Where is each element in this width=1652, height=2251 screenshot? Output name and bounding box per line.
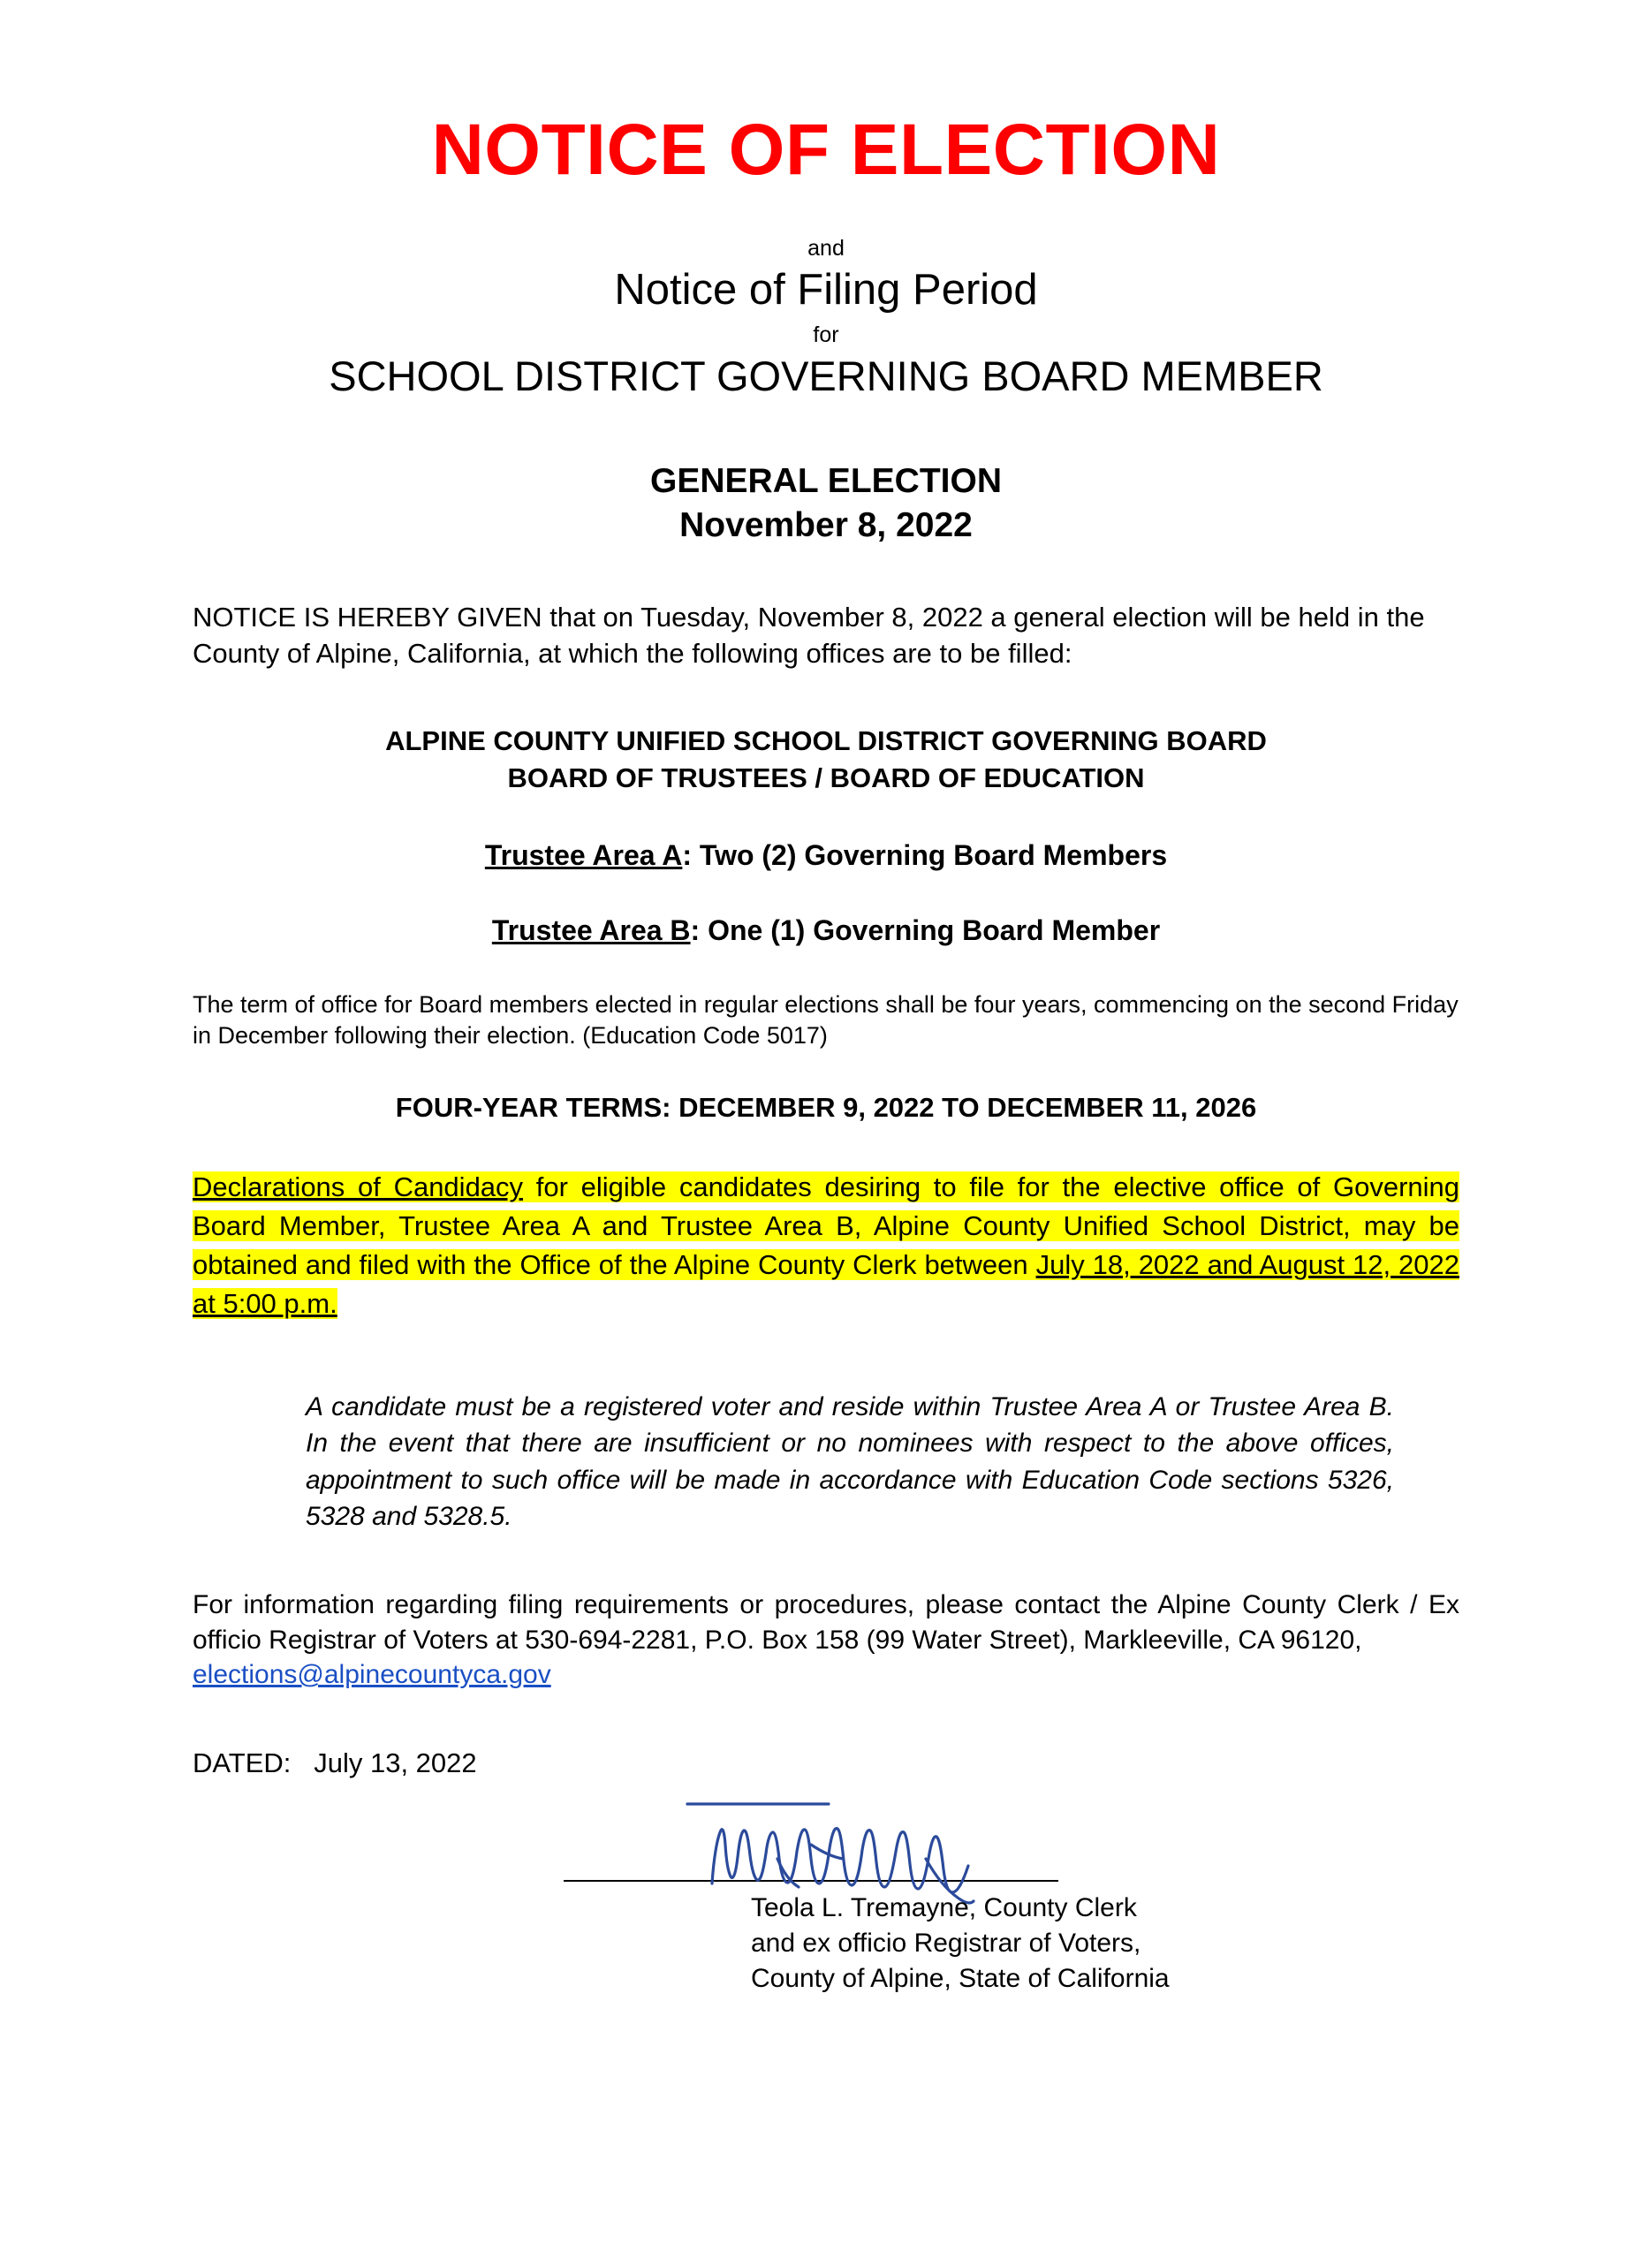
signer-block: [751, 1891, 1170, 1996]
declarations-of-candidacy-block: [193, 1168, 1459, 1323]
page-title: NOTICE OF ELECTION: [431, 110, 1221, 190]
signer-name: Teola L. Tremayne, County Clerk: [751, 1893, 1137, 1923]
trustee-area-b-label: Trustee Area B: [491, 914, 691, 947]
declarations-label: Declarations of Candidacy: [193, 1171, 524, 1203]
district-line-2: BOARD OF TRUSTEES / BOARD OF EDUCATION: [507, 762, 1145, 794]
filing-dates: July 18, 2022 and August 12, 2022 at 5:00 p.m.: [193, 1249, 1459, 1320]
contact-email-link[interactable]: elections@alpinecountyca.gov: [193, 1660, 551, 1690]
notice-paragraph: NOTICE IS HEREBY GIVEN that on Tuesday, November 8, 2022 a general election will be held in the County of Alpine, California, at which the following offices are to be filled:: [193, 601, 1425, 670]
subtitle-filing-period: Notice of Filing Period: [614, 265, 1038, 314]
election-date: November 8, 2022: [679, 506, 973, 545]
signer-title-2: County of Alpine, State of California: [751, 1963, 1170, 1993]
trustee-area-b-line: [193, 914, 1459, 947]
trustee-area-b-text: : One (1) Governing Board Member: [690, 914, 1161, 947]
contact-text: For information regarding filing requirements or procedures, please contact the Alpine County Clerk / Ex officio Registrar of Voters at 530-694-2281, P.O. Box 158 (99 Water Street), Markleeville, CA 96120,: [193, 1589, 1459, 1655]
dated-value: July 13, 2022: [314, 1747, 477, 1779]
election-type: GENERAL ELECTION: [650, 462, 1002, 501]
trustee-area-a-line: [193, 839, 1459, 872]
election-heading: [193, 459, 1459, 548]
connector-for: for: [813, 322, 839, 348]
dated-label: DATED:: [193, 1747, 292, 1779]
district-heading: [193, 723, 1459, 797]
candidate-requirements-paragraph: A candidate must be a registered voter and reside within Trustee Area A or Trustee Area B. In the event that there are insufficient or no nominees with respect to the above offices, appointment to such office will be made in accordance with Education Code sections 5326, 5328 and 5328.5.: [306, 1392, 1394, 1531]
office-title: SCHOOL DISTRICT GOVERNING BOARD MEMBER: [329, 352, 1323, 400]
four-year-terms-line: FOUR-YEAR TERMS: DECEMBER 9, 2022 TO DECEMBER 11, 2026: [395, 1092, 1257, 1124]
signature-area: [193, 1785, 1459, 1997]
signer-title-1: and ex officio Registrar of Voters,: [751, 1928, 1141, 1958]
document-page: [0, 110, 1652, 2251]
contact-paragraph: [193, 1588, 1459, 1694]
declarations-body: for eligible candidates desiring to file for the elective office of Governing Board Member, Trustee Area A and Trustee Area B, Alpine County Unified School District, may be obtained and filed with the Office of the Alpine County Clerk between: [193, 1171, 1459, 1281]
term-of-office-paragraph: The term of office for Board members elected in regular elections shall be four years, commencing on the second Friday in December following their election. (Education Code 5017): [193, 991, 1459, 1050]
district-line-1: ALPINE COUNTY UNIFIED SCHOOL DISTRICT GOVERNING BOARD: [385, 725, 1267, 757]
trustee-area-a-text: : Two (2) Governing Board Members: [682, 839, 1168, 872]
connector-and: and: [807, 235, 845, 261]
trustee-area-a-label: Trustee Area A: [484, 839, 683, 872]
